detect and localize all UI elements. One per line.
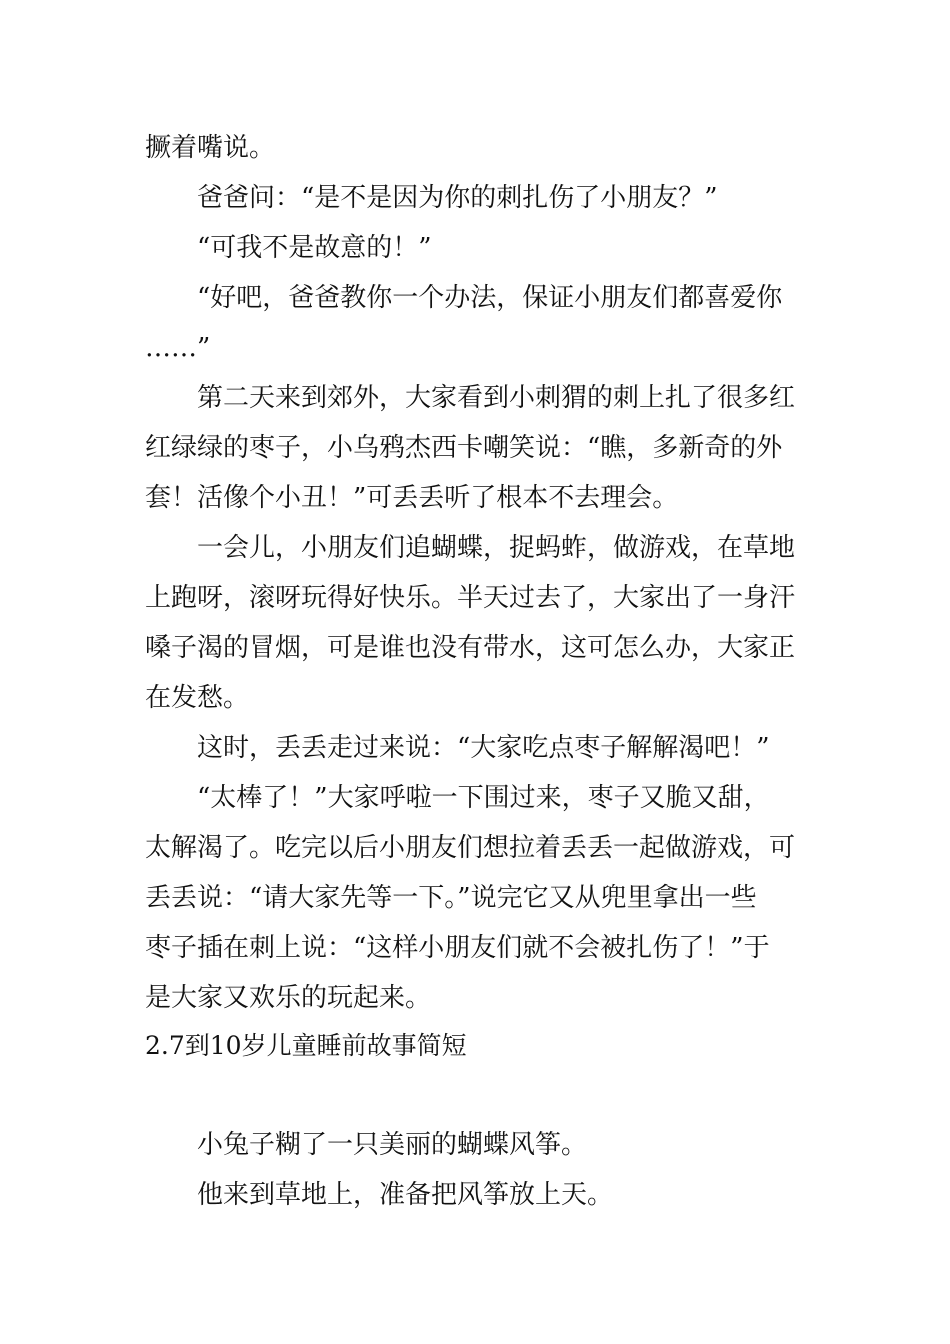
section-heading: 2.7到10岁儿童睡前故事简短 (145, 1031, 467, 1060)
text-line: 第二天来到郊外，大家看到小刺猬的刺上扎了很多红 (197, 383, 796, 413)
text-line: 一会儿，小朋友们追蝴蝶，捉蚂蚱，做游戏，在草地 (197, 533, 796, 563)
text-line: 爸爸问：“是不是因为你的刺扎伤了小朋友？” (197, 183, 718, 213)
text-line: 小兔子糊了一只美丽的蝴蝶风筝。 (197, 1130, 588, 1160)
text-line: 嗓子渴的冒烟，可是谁也没有带水，这可怎么办，大家正 (145, 633, 796, 663)
text-line: 这时，丢丢走过来说：“大家吃点枣子解解渴吧！” (197, 733, 770, 763)
text-line: 他来到草地上，准备把风筝放上天。 (197, 1180, 614, 1210)
text-line: 红绿绿的枣子，小乌鸦杰西卡嘲笑说：“瞧，多新奇的外 (145, 433, 783, 463)
text-line: 枣子插在刺上说：“这样小朋友们就不会被扎伤了！”于 (145, 933, 770, 963)
text-line: “太棒了！”大家呼啦一下围过来，枣子又脆又甜， (197, 783, 770, 813)
text-line: 撅着嘴说。 (145, 133, 276, 163)
text-line: “可我不是故意的！” (197, 233, 432, 263)
text-line: ……” (145, 333, 211, 363)
text-line: 上跑呀，滚呀玩得好快乐。半天过去了，大家出了一身汗 (145, 583, 796, 613)
text-line: 是大家又欢乐的玩起来。 (145, 983, 432, 1013)
text-line: “好吧，爸爸教你一个办法，保证小朋友们都喜爱你 (197, 283, 783, 313)
text-line: 在发愁。 (145, 683, 250, 713)
text-line: 丢丢说：“请大家先等一下。”说完它又从兜里拿出一些 (145, 883, 757, 913)
text-line: 套！活像个小丑！”可丢丢听了根本不去理会。 (145, 483, 679, 513)
text-line: 太解渴了。吃完以后小朋友们想拉着丢丢一起做游戏，可 (145, 833, 796, 863)
